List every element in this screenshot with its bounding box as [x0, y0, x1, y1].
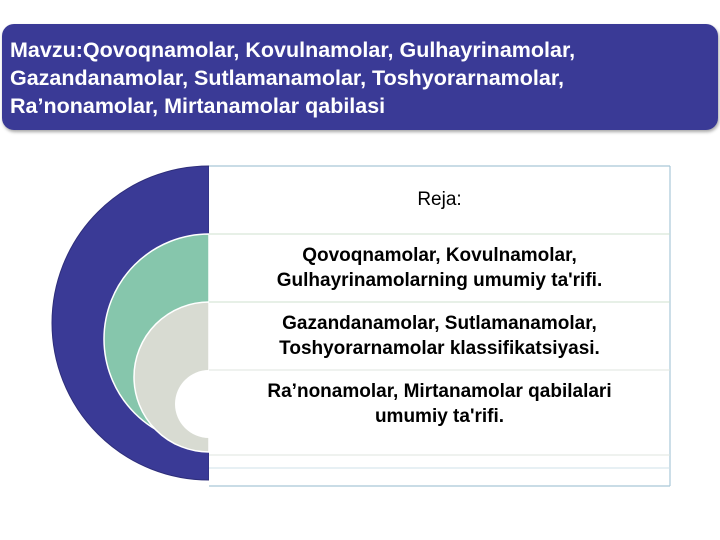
- slide-title: Mavzu:Qovoqnamolar, Kovulnamolar, Gulhayrinamolar, Gazandanamolar, Sutlamanamolar, Toshyorarnamolar, Ra’nonamolar, Mirtanamolar qabilasi: [10, 38, 576, 118]
- plan-item-3: Ra’nonamolar, Mirtanamolar qabilalari umumiy ta'rifi.: [267, 381, 612, 427]
- plan-item-2: Gazandanamolar, Sutlamanamolar, Toshyorarnamolar klassifikatsiyasi.: [279, 313, 600, 359]
- plan-item-1: Qovoqnamolar, Kovulnamolar, Gulhayrinamolarning umumiy ta'rifi.: [276, 245, 603, 291]
- plan-heading: Reja:: [417, 189, 462, 210]
- plan-text-panel: [209, 166, 670, 486]
